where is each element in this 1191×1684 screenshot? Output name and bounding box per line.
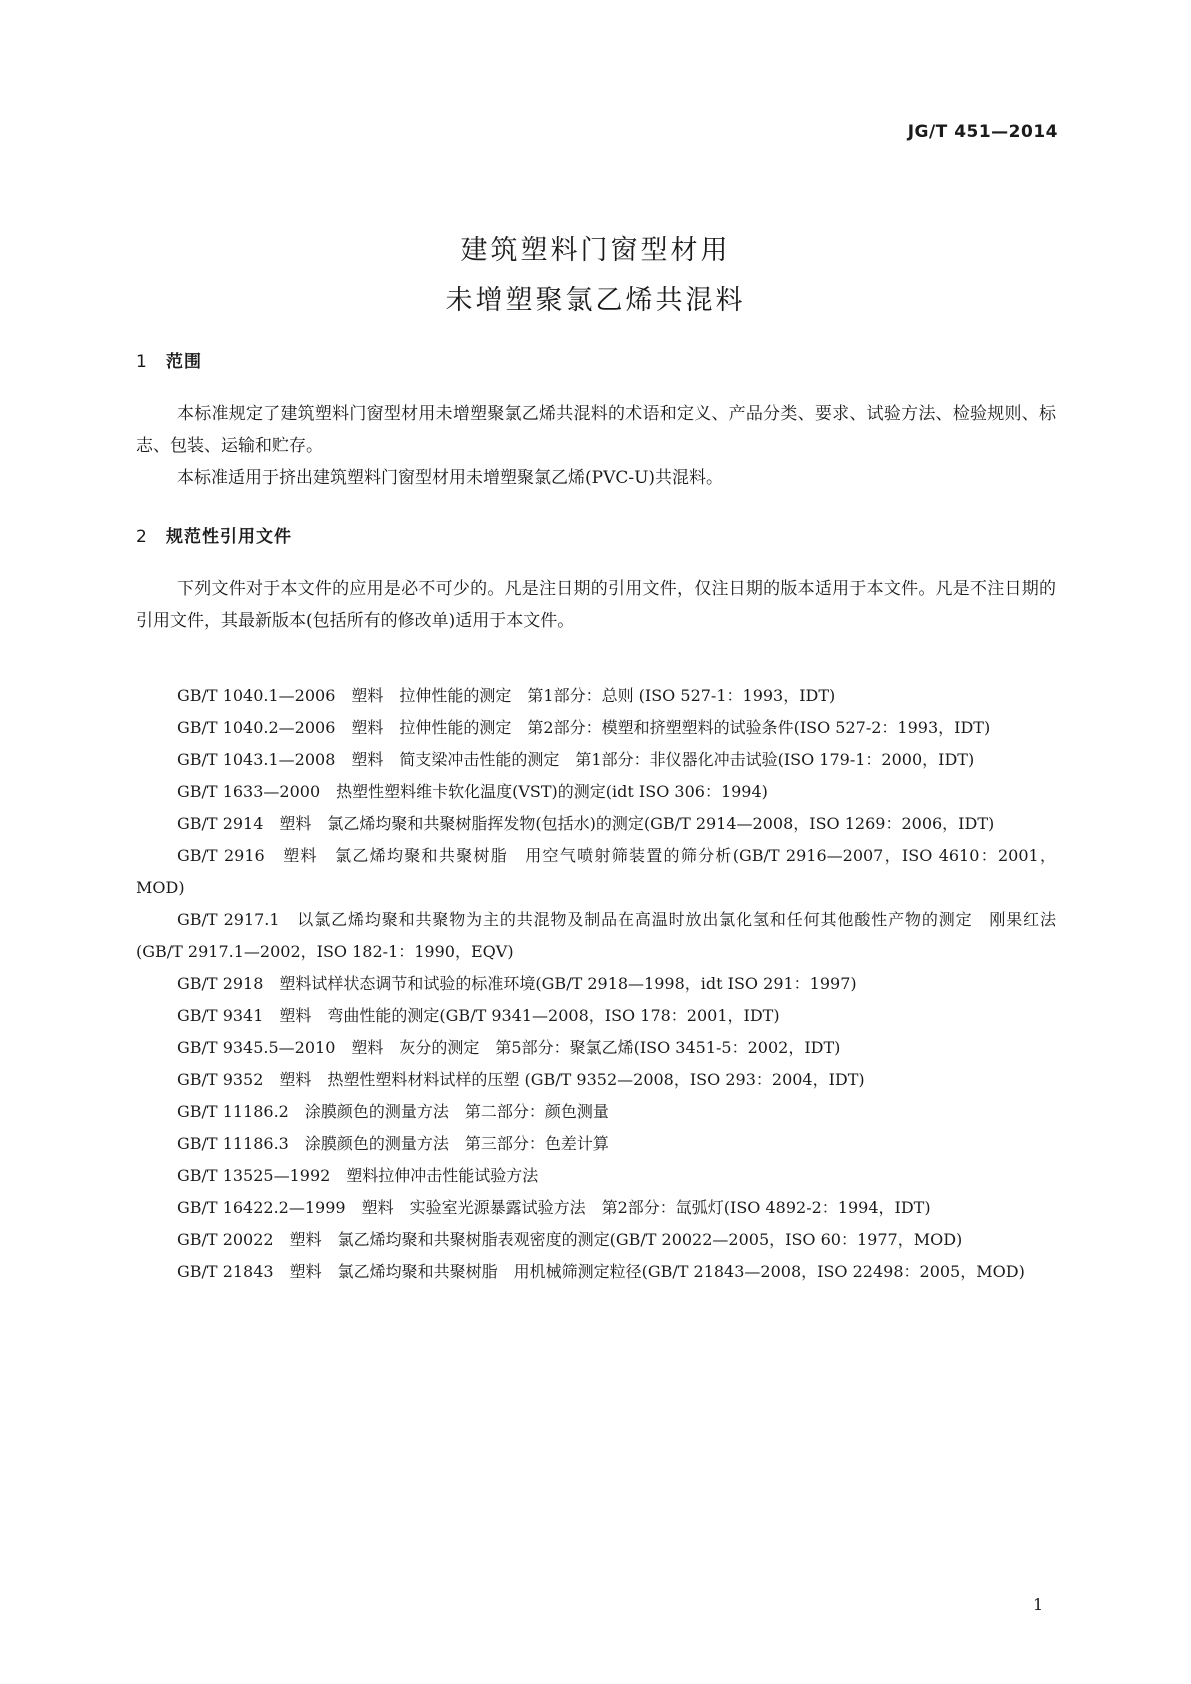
reference-item: GB/T 11186.2 涂膜颜色的测量方法 第二部分：颜色测量 <box>177 1102 609 1121</box>
reference-item: GB/T 9352 塑料 热塑性塑料材料试样的压塑 (GB/T 9352—2008，ISO 293：2004，IDT) <box>177 1070 865 1089</box>
reference-item: GB/T 1633—2000 热塑性塑料维卡软化温度(VST)的测定(idt ISO 306：1994) <box>177 782 768 801</box>
section-1-title: 范围 <box>166 352 202 372</box>
standard-number: JG/T 451—2014 <box>907 122 1058 142</box>
reference-item: GB/T 21843 塑料 氯乙烯均聚和共聚树脂 用机械筛测定粒径(GB/T 21843—2008，ISO 22498：2005，MOD) <box>177 1262 1025 1281</box>
section-2-number: 2 <box>136 527 148 547</box>
scope-paragraph-1: 本标准规定了建筑塑料门窗型材用未增塑聚氯乙烯共混料的术语和定义、产品分类、要求、试验方法、检验规则、标志、包装、运输和贮存。 <box>136 404 1056 456</box>
reference-item: GB/T 13525—1992 塑料拉伸冲击性能试验方法 <box>177 1166 539 1185</box>
reference-list <box>136 680 1056 1288</box>
references-intro: 下列文件对于本文件的应用是必不可少的。凡是注日期的引用文件，仅注日期的版本适用于本文件。凡是不注日期的引用文件，其最新版本(包括所有的修改单)适用于本文件。 <box>136 579 1056 631</box>
document-title-line-2: 未增塑聚氯乙烯共混料 <box>445 285 746 316</box>
reference-item: GB/T 20022 塑料 氯乙烯均聚和共聚树脂表观密度的测定(GB/T 20022—2005，ISO 60：1977，MOD) <box>177 1230 963 1249</box>
scope-paragraph-2: 本标准适用于挤出建筑塑料门窗型材用未增塑聚氯乙烯(PVC-U)共混料。 <box>177 468 724 488</box>
page-number: 1 <box>1033 1595 1044 1614</box>
reference-item: GB/T 2917.1 以氯乙烯均聚和共聚物为主的共混物及制品在高温时放出氯化氢和任何其他酸性产物的测定 刚果红法(GB/T 2917.1—2002，ISO 182-1：1990，EQV) <box>136 910 1056 961</box>
section-2-title: 规范性引用文件 <box>166 527 292 547</box>
section-1-number: 1 <box>136 352 148 372</box>
reference-item: GB/T 9341 塑料 弯曲性能的测定(GB/T 9341—2008，ISO 178：2001，IDT) <box>177 1006 780 1025</box>
reference-item: GB/T 1040.2—2006 塑料 拉伸性能的测定 第2部分：模塑和挤塑塑料的试验条件(ISO 527-2：1993，IDT) <box>177 718 991 737</box>
reference-item: GB/T 2916 塑料 氯乙烯均聚和共聚树脂 用空气喷射筛装置的筛分析(GB/T 2916—2007，ISO 4610：2001，MOD) <box>136 846 1056 897</box>
reference-item: GB/T 16422.2—1999 塑料 实验室光源暴露试验方法 第2部分：氙弧灯(ISO 4892-2：1994，IDT) <box>177 1198 931 1217</box>
reference-item: GB/T 2914 塑料 氯乙烯均聚和共聚树脂挥发物(包括水)的测定(GB/T 2914—2008，ISO 1269：2006，IDT) <box>177 814 995 833</box>
reference-item: GB/T 1043.1—2008 塑料 简支梁冲击性能的测定 第1部分：非仪器化冲击试验(ISO 179-1：2000，IDT) <box>177 750 975 769</box>
section-2-heading <box>136 522 292 547</box>
reference-item: GB/T 2918 塑料试样状态调节和试验的标准环境(GB/T 2918—1998，idt ISO 291：1997) <box>177 974 857 993</box>
reference-item: GB/T 11186.3 涂膜颜色的测量方法 第三部分：色差计算 <box>177 1134 609 1153</box>
reference-item: GB/T 9345.5—2010 塑料 灰分的测定 第5部分：聚氯乙烯(ISO 3451-5：2002，IDT) <box>177 1038 841 1057</box>
document-title-line-1: 建筑塑料门窗型材用 <box>460 235 731 266</box>
section-1-heading <box>136 347 202 372</box>
reference-item: GB/T 1040.1—2006 塑料 拉伸性能的测定 第1部分：总则 (ISO 527-1：1993，IDT) <box>177 686 836 705</box>
